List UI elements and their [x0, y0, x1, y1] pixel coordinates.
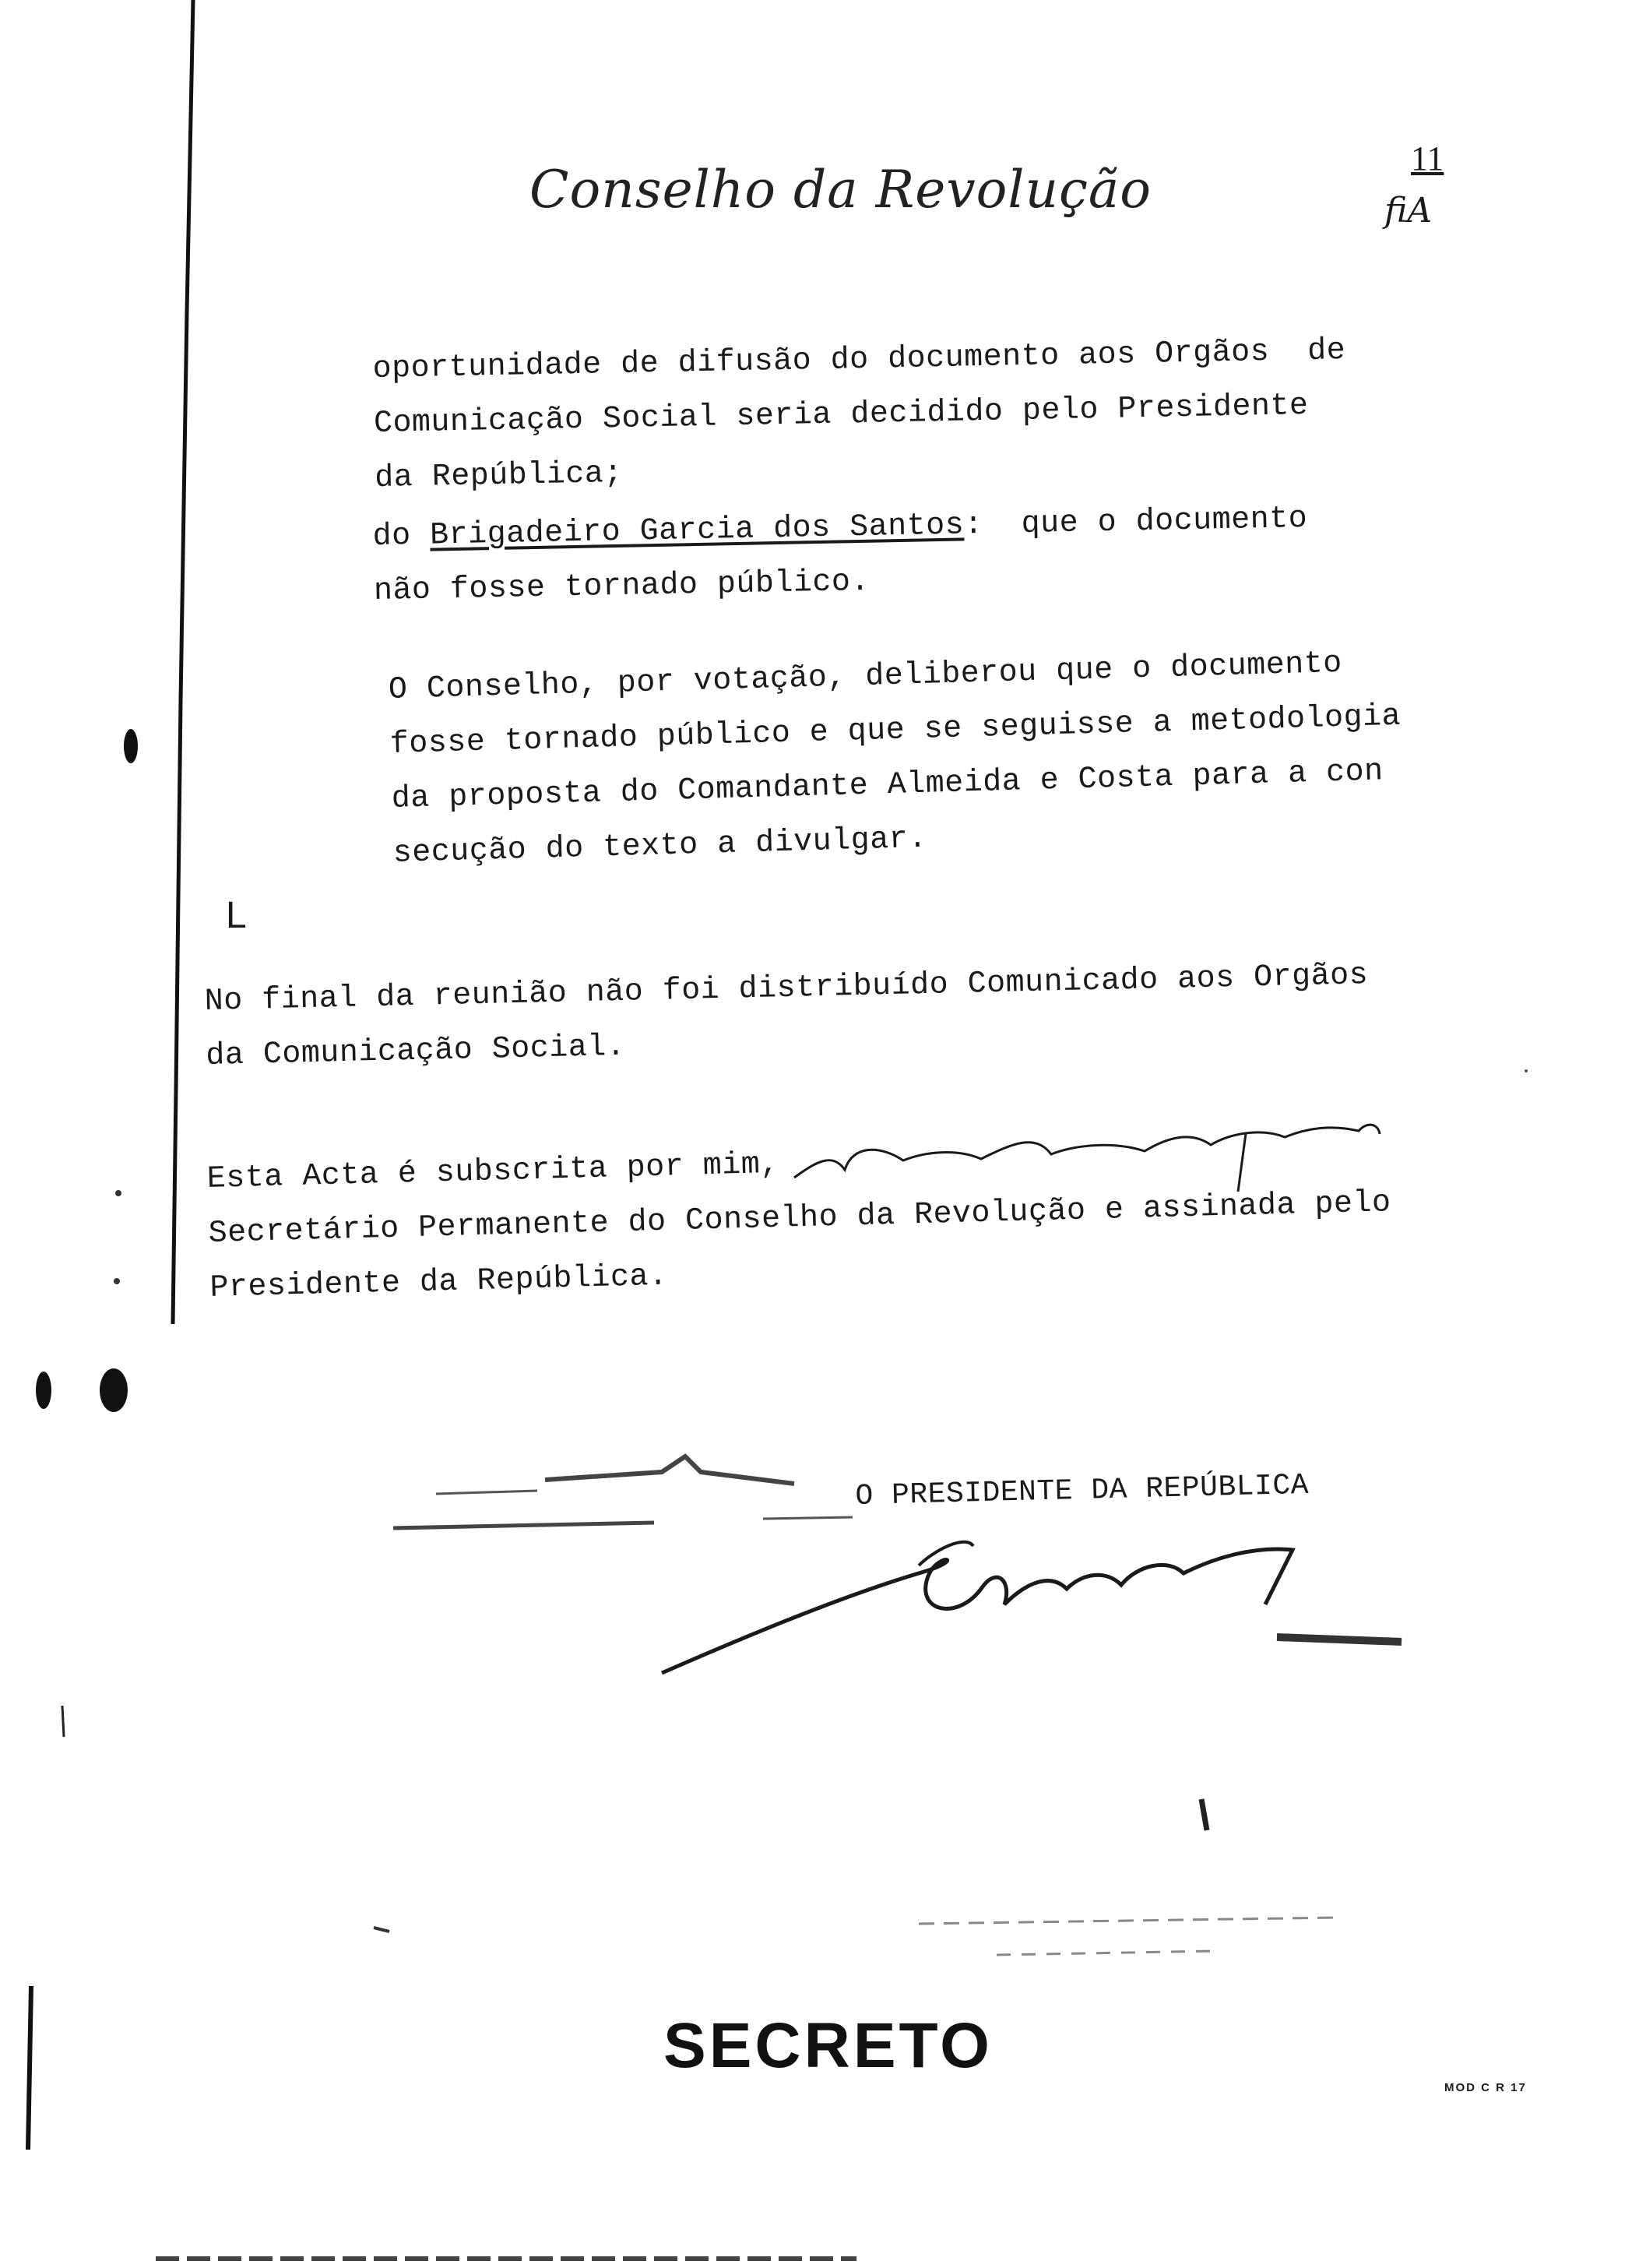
text-line: O Conselho, por votação, deliberou que o documento: [388, 646, 1343, 708]
smudge-mark: [436, 1491, 537, 1494]
smudge-mark: [374, 1928, 389, 1932]
smudge-mark: [919, 1918, 1339, 1924]
left-margin-line: [173, 0, 193, 1324]
smudge-mark: [393, 1523, 654, 1528]
left-edge-line: [28, 1986, 31, 2150]
smudge-mark: [997, 1951, 1215, 1955]
text-line: oportunidade de difusão do documento aos Orgãos de: [372, 333, 1346, 387]
letterhead-title: Conselho da Revolução: [529, 160, 1152, 220]
text-line: da proposta do Comandante Almeida e Costa para a con: [391, 754, 1384, 817]
paragraph-deliberacao: [388, 636, 1405, 882]
punch-hole-mark: [36, 1372, 51, 1409]
smudge-mark: [545, 1456, 794, 1484]
page-number: 11: [1411, 139, 1444, 178]
smudge-mark: [1277, 1637, 1402, 1642]
text-line: Comunicação Social seria decidido pelo Presidente: [373, 388, 1309, 442]
paragraph-brigadeiro: [372, 492, 1309, 619]
president-signature: [662, 1549, 1293, 1673]
speck-mark: [1525, 1069, 1528, 1072]
text-line: Secretário Permanente do Conselho da Revolução e assinada pelo: [208, 1185, 1392, 1252]
text-fragment: : que o documento: [963, 501, 1308, 544]
handwritten-initials: fiA: [1384, 191, 1433, 231]
paragraph-difusao: [372, 324, 1349, 506]
smudge-mark: [1201, 1799, 1207, 1830]
text-line: da Comunicação Social.: [205, 1029, 626, 1074]
text-fragment: do: [372, 518, 431, 555]
punch-hole-mark: [100, 1368, 128, 1412]
text-line: não fosse tornado público.: [373, 564, 871, 609]
text-line: No final da reunião não foi distribuído Comunicado aos Orgãos: [204, 958, 1369, 1020]
text-line: secução do texto a divulgar.: [392, 821, 928, 872]
text-line: Esta Acta é subscrita por mim,: [206, 1146, 780, 1197]
punch-hole-mark: [124, 729, 138, 763]
paragraph-acta: [206, 1122, 1393, 1316]
smudge-mark: [763, 1517, 853, 1519]
margin-mark: L: [226, 895, 247, 936]
speck-mark: [114, 1278, 120, 1284]
underlined-name: Brigadeiro Garcia dos Santos: [429, 508, 965, 554]
classification-stamp: SECRETO: [663, 2010, 993, 2081]
text-line: da República;: [374, 456, 624, 496]
president-label: O PRESIDENTE DA REPÚBLICA: [855, 1468, 1310, 1513]
form-code: MOD C R 17: [1444, 2081, 1527, 2094]
text-line: fosse tornado público e que se seguisse a metodologia: [389, 699, 1402, 762]
speck-mark: [115, 1190, 121, 1196]
text-line: Presidente da República.: [209, 1259, 669, 1306]
smudge-mark: [62, 1706, 64, 1737]
